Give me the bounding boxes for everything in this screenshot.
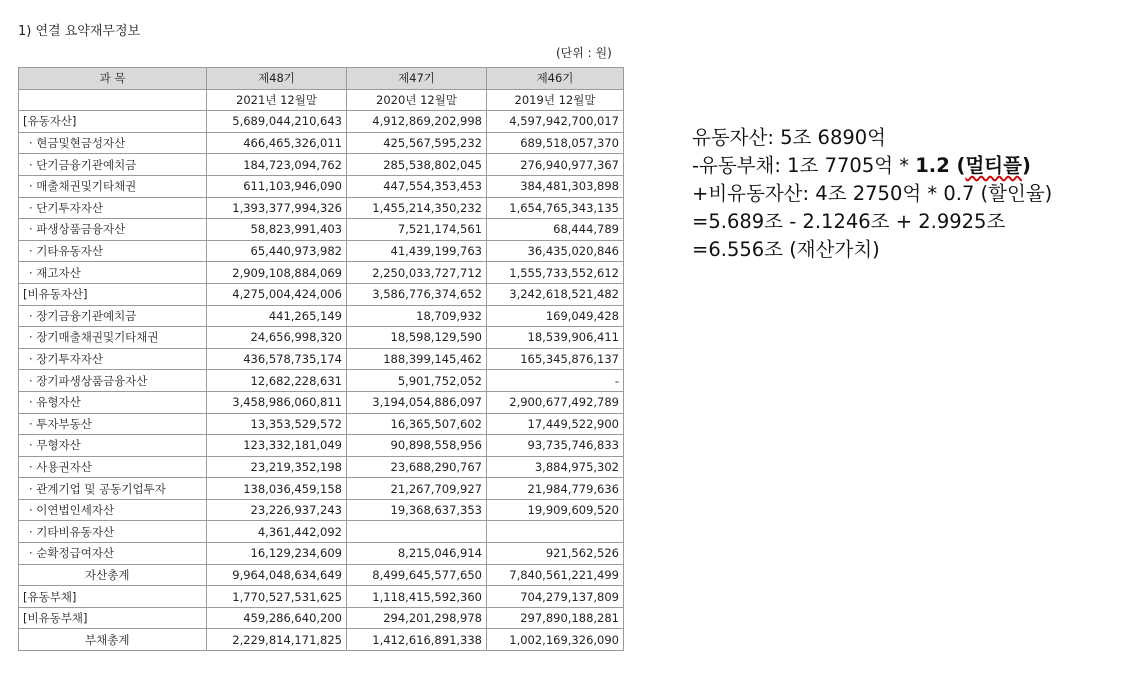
row-value: 12,682,228,631: [207, 370, 347, 392]
row-value: 285,538,802,045: [347, 154, 487, 176]
table-date-row: [19, 89, 624, 111]
row-value: 8,499,645,577,650: [347, 564, 487, 586]
row-value: 23,219,352,198: [207, 456, 347, 478]
row-value: 13,353,529,572: [207, 413, 347, 435]
row-value: 19,909,609,520: [487, 499, 624, 521]
row-value: 123,332,181,049: [207, 435, 347, 457]
table-row: [19, 111, 624, 133]
row-value: 3,242,618,521,482: [487, 283, 624, 305]
row-value: 2,900,677,492,789: [487, 391, 624, 413]
row-value: 8,215,046,914: [347, 543, 487, 565]
table-row: [19, 586, 624, 608]
row-value: 169,049,428: [487, 305, 624, 327]
row-value: 276,940,977,367: [487, 154, 624, 176]
row-value: 3,194,054,886,097: [347, 391, 487, 413]
row-value: 611,103,946,090: [207, 175, 347, 197]
row-label: · 관계기업 및 공동기업투자: [19, 478, 207, 500]
row-value: 2,250,033,727,712: [347, 262, 487, 284]
row-value: 3,884,975,302: [487, 456, 624, 478]
row-label: 부채총계: [19, 629, 207, 651]
row-value: 21,984,779,636: [487, 478, 624, 500]
row-value: 9,964,048,634,649: [207, 564, 347, 586]
note-line-3: +비유동자산: 4조 2750억 * 0.7 (할인율): [692, 182, 1053, 205]
row-label: · 기타유동자산: [19, 240, 207, 262]
row-value: 5,689,044,210,643: [207, 111, 347, 133]
row-label: · 단기금융기관예치금: [19, 154, 207, 176]
header-period-46: 제46기: [487, 68, 624, 90]
table-row: [19, 456, 624, 478]
row-value: 19,368,637,353: [347, 499, 487, 521]
row-label: · 매출채권및기타채권: [19, 175, 207, 197]
row-value: 24,656,998,320: [207, 327, 347, 349]
date-blank: [19, 89, 207, 111]
table-row: [19, 435, 624, 457]
row-value: 384,481,303,898: [487, 175, 624, 197]
note-multiple-close: ): [1021, 154, 1031, 177]
row-value: 93,735,746,833: [487, 435, 624, 457]
note-line-2: [692, 152, 1052, 180]
row-value: 7,840,561,221,499: [487, 564, 624, 586]
row-value: 1,412,616,891,338: [347, 629, 487, 651]
row-value: 1,555,733,552,612: [487, 262, 624, 284]
row-value: 1,654,765,343,135: [487, 197, 624, 219]
row-value: 441,265,149: [207, 305, 347, 327]
table-row: [19, 521, 624, 543]
row-label: · 사용권자산: [19, 456, 207, 478]
row-value: 466,465,326,011: [207, 132, 347, 154]
row-value: 17,449,522,900: [487, 413, 624, 435]
row-label: [유동자산]: [19, 111, 207, 133]
row-value: 2,909,108,884,069: [207, 262, 347, 284]
row-value: 165,345,876,137: [487, 348, 624, 370]
row-value: 436,578,735,174: [207, 348, 347, 370]
row-value: 447,554,353,453: [347, 175, 487, 197]
row-label: · 기타비유동자산: [19, 521, 207, 543]
table-row: [19, 240, 624, 262]
table-row: [19, 629, 624, 651]
row-value: 58,823,991,403: [207, 219, 347, 241]
row-value: -: [487, 370, 624, 392]
note-multiple-word: 멀티플: [965, 154, 1022, 177]
row-value: 23,226,937,243: [207, 499, 347, 521]
row-value: 3,586,776,374,652: [347, 283, 487, 305]
table-row: [19, 607, 624, 629]
date-2021: 2021년 12월말: [207, 89, 347, 111]
row-label: · 순확정급여자산: [19, 543, 207, 565]
row-label: · 현금및현금성자산: [19, 132, 207, 154]
row-value: 1,455,214,350,232: [347, 197, 487, 219]
row-value: 294,201,298,978: [347, 607, 487, 629]
row-value: [487, 521, 624, 543]
section-title: 1) 연결 요약재무정보: [18, 24, 141, 39]
row-value: 689,518,057,370: [487, 132, 624, 154]
row-value: 18,709,932: [347, 305, 487, 327]
row-value: 4,597,942,700,017: [487, 111, 624, 133]
row-value: 16,129,234,609: [207, 543, 347, 565]
table-row: [19, 175, 624, 197]
header-period-47: 제47기: [347, 68, 487, 90]
note-line-1: 유동자산: 5조 6890억: [692, 126, 887, 149]
row-value: 18,539,906,411: [487, 327, 624, 349]
row-value: 1,770,527,531,625: [207, 586, 347, 608]
table-row: [19, 478, 624, 500]
row-value: 21,267,709,927: [347, 478, 487, 500]
financial-summary-table: [18, 67, 624, 651]
note-line-5: =6.556조 (재산가치): [692, 238, 880, 261]
row-value: 23,688,290,767: [347, 456, 487, 478]
table-row: [19, 370, 624, 392]
table-row: [19, 305, 624, 327]
row-value: 16,365,507,602: [347, 413, 487, 435]
row-value: 138,036,459,158: [207, 478, 347, 500]
row-value: 68,444,789: [487, 219, 624, 241]
note-line-4: =5.689조 - 2.1246조 + 2.9925조: [692, 210, 1006, 233]
row-value: 4,912,869,202,998: [347, 111, 487, 133]
table-row: [19, 262, 624, 284]
note-multiple-value: 1.2 (: [915, 154, 966, 177]
note-line-2-text: -유동부채: 1조 7705억 *: [692, 154, 916, 177]
row-value: 188,399,145,462: [347, 348, 487, 370]
row-label: · 장기투자자산: [19, 348, 207, 370]
date-2019: 2019년 12월말: [487, 89, 624, 111]
row-value: 7,521,174,561: [347, 219, 487, 241]
table-row: [19, 154, 624, 176]
row-value: 41,439,199,763: [347, 240, 487, 262]
table-row: [19, 132, 624, 154]
table-row: [19, 283, 624, 305]
row-value: 18,598,129,590: [347, 327, 487, 349]
row-value: 4,361,442,092: [207, 521, 347, 543]
date-2020: 2020년 12월말: [347, 89, 487, 111]
row-label: · 유형자산: [19, 391, 207, 413]
row-value: 704,279,137,809: [487, 586, 624, 608]
valuation-note: [692, 124, 1052, 264]
row-value: 5,901,752,052: [347, 370, 487, 392]
table-row: [19, 197, 624, 219]
header-period-48: 제48기: [207, 68, 347, 90]
table-row: [19, 413, 624, 435]
row-value: [347, 521, 487, 543]
row-value: 921,562,526: [487, 543, 624, 565]
row-value: 90,898,558,956: [347, 435, 487, 457]
table-row: [19, 327, 624, 349]
row-value: 1,002,169,326,090: [487, 629, 624, 651]
row-value: 3,458,986,060,811: [207, 391, 347, 413]
row-label: · 무형자산: [19, 435, 207, 457]
row-label: [유동부채]: [19, 586, 207, 608]
table-row: [19, 348, 624, 370]
row-value: 65,440,973,982: [207, 240, 347, 262]
row-value: 1,393,377,994,326: [207, 197, 347, 219]
row-label: 자산총계: [19, 564, 207, 586]
row-label: [비유동부채]: [19, 607, 207, 629]
table-row: [19, 499, 624, 521]
note-multiple: [915, 154, 1031, 177]
row-value: 4,275,004,424,006: [207, 283, 347, 305]
row-label: · 장기매출채권및기타채권: [19, 327, 207, 349]
row-value: 184,723,094,762: [207, 154, 347, 176]
table-row: [19, 219, 624, 241]
row-label: · 단기투자자산: [19, 197, 207, 219]
table-row: [19, 564, 624, 586]
row-label: · 투자부동산: [19, 413, 207, 435]
row-value: 1,118,415,592,360: [347, 586, 487, 608]
header-item: 과 목: [19, 68, 207, 90]
unit-label: (단위 : 원): [556, 46, 612, 60]
row-value: 459,286,640,200: [207, 607, 347, 629]
row-label: [비유동자산]: [19, 283, 207, 305]
row-value: 425,567,595,232: [347, 132, 487, 154]
table-row: [19, 543, 624, 565]
row-label: · 장기금융기관예치금: [19, 305, 207, 327]
table-row: [19, 391, 624, 413]
row-value: 36,435,020,846: [487, 240, 624, 262]
table-header-row: [19, 68, 624, 90]
row-value: 297,890,188,281: [487, 607, 624, 629]
row-label: · 파생상품금융자산: [19, 219, 207, 241]
row-value: 2,229,814,171,825: [207, 629, 347, 651]
row-label: · 재고자산: [19, 262, 207, 284]
row-label: · 장기파생상품금융자산: [19, 370, 207, 392]
row-label: · 이연법인세자산: [19, 499, 207, 521]
